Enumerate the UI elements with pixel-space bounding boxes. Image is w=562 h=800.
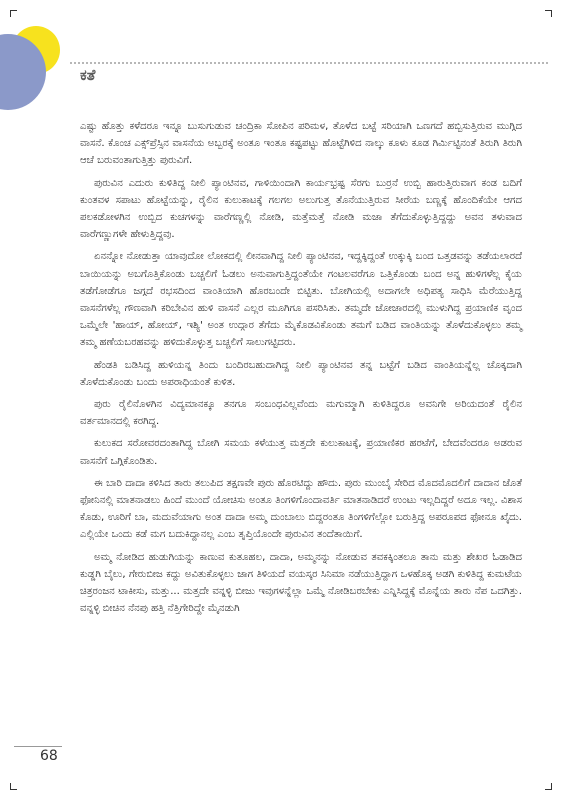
paragraph: ಈ ಬಾರಿ ದಾದಾ ಕಳಿಸಿದ ತಾರು ತಲುಪಿದ ತಕ್ಷಣವೇ ಪುರು ಹೊರಟಿದ್ದು ಹೌದು. ಪುರು ಮುಂಬೈ ಸೇರಿದ ಮೊದಮೊದಲಿಗೆ ದಾದಾನ ಜೊತೆ ಫೋನಿನಲ್ಲಿ ಮಾತನಾಡಲು ಹಿಂದೆ ಮುಂದೆ ಯೋಚಿಸು ಅಂತೂ ತಿಂಗಳಿಗೊಂದಾವರ್ತಿ ಮಾತನಾಡಿದರೆ ಉಂಟು ಇಲ್ಲದಿದ್ದರೆ ಅದೂ ಇಲ್ಲ. ವಿಶಾಸ ಕೊಡು, ಊರಿಗೆ ಬಾ, ಮದುವೆಯಾಗು ಅಂತ ದಾದಾ ಅಮ್ಮ ದುಂಬಾಲು ಬಿದ್ದರಂತೂ ತಿಂಗಳಿಗೆಲ್ಲೋ ಬರುತ್ತಿದ್ದ ಅಪರೂಪದ ಫೋನೂ ಖೈದು. ಎಲ್ಲಿಯೇ ಒಂದು ಕಡೆ ಮಗ ಬದುಕಿದ್ದಾನಲ್ಲ ಎಂಬ ತೃಪ್ತಿಯೊಂದೇ ಪುರುವಿನ ತಂದೆತಾಯಿಗೆ. <box>80 477 522 541</box>
crop-mark-bottom-left <box>10 783 17 790</box>
paragraph: ಎಷ್ಟು ಹೊತ್ತು ಕಳೆದರೂ ಇನ್ನೂ ಬುಸುಗುಡುವ ಚಂದ್ರಿಕಾ ಸೋಪಿನ ಪರಿಮಳ, ತೊಳೆದ ಬಟ್ಟೆ ಸರಿಯಾಗಿ ಒಣಗದೆ ಹಬ್ಬಿಸುತ್ತಿರುವ ಮುಗ್ಗಿದ ವಾಸನೆ. ಕೊಂಚ ಎಕ್ಸ್‌ಪ್ರೆಸ್ಸಿನ ವಾಸನೆಯ ಅಬ್ಬರಕ್ಕೆ ಅಂತೂ ಇಂತೂ ಕಷ್ಟಪಟ್ಟು ಹೊಟ್ಟೆಗಿಳಿದ ನಾಲ್ಕು ಕೂಳು ಕೂಡ ಗಿರ್ಮಿಟ್ಟಿನಂತೆ ತಿರುಗಿ ತಿರುಗಿ ಆಚೆ ಬರುವಂತಾಗುತ್ತಿತ್ತು ಪುರುವಿಗೆ. <box>80 121 522 167</box>
crop-mark-top-right <box>545 10 552 17</box>
header-dotted-rule <box>70 62 548 64</box>
paragraph: ಕುಲುಕದ ಸರೋವರದಂತಾಗಿದ್ದ ಬೋಗಿ ಸಮಯ ಕಳೆಯುತ್ತ ಮತ್ತದೇ ಕುಲುಕಾಟಕ್ಕೆ, ಪ್ರಯಾಣಿಕರ ಹರಟೆಗೆ, ಬೇದವೆಂದರೂ ಅಡರುವ ವಾಸನೆಗೆ ಒಗ್ಗಿಕೊಂಡಿತು. <box>80 438 522 467</box>
crop-mark-bottom-right <box>545 783 552 790</box>
paragraph: ಏನನ್ನೋ ನೋಡುತ್ತಾ ಯಾವುದೋ ಲೋಕದಲ್ಲಿ ಲೀನವಾಗಿದ್ದ ನೀಲಿ ಪ್ಯಾಂಟಿನವ, ಇದ್ದಕ್ಕಿದ್ದಂತೆ ಉಕ್ಕುಕ್ಕಿ ಬಂದ ಒತ್ತಡವನ್ನು ತಡೆಯಲಾರದೆ ಬಾಯಿಯನ್ನು ಅಬಗೊತ್ತಿಕೊಂಡು ಬಚ್ಚಲಿಗೆ ಓಡಲು ಅನುವಾಗುತ್ತಿದ್ದಂತೆಯೇ ಗಂಟಲವರೆಗೂ ಒತ್ತಿಕೊಂಡು ಬಂದ ಅನ್ನ ಹುಳಿಗಳೆಲ್ಲ ಕೈಯ ತಡೆಗೋಡೆಗೂ ಜಗ್ಗದೆ ರಭಸದಿಂದ ವಾಂತಿಯಾಗಿ ಹೊರಬಂದೇ ಬಿಟ್ಟಿತು. ಬೋಗಿಯಲ್ಲಿ ಅದಾಗಲೇ ಅಧಿಪತ್ಯ ಸಾಧಿಸಿ ಮೆರೆಯುತ್ತಿದ್ದ ವಾಸನೆಗಳೆಲ್ಲ ಗೌಣವಾಗಿ ಕರಿಬೇವಿನ ಹುಳಿ ವಾಸನೆ ಎಲ್ಲರ ಮೂಗಿಗೂ ಪಸರಿಸಿತು. ತಮ್ಮದೇ ಜೋಜಾರದಲ್ಲಿ ಮುಳುಗಿದ್ದ ಪ್ರಯಾಣಿಕ ವೃಂದ ಒಮ್ಮೆಲೇ 'ಹಾಯ್, ಹೋಯ್, ಇಶ್ಯಿ' ಅಂತ ಉದ್ಗಾರ ತೆಗೆದು ಮೈಕೊಡವಿಕೊಂಡು ತಮಗೆ ಬಡಿದ ವಾಂತಿಯನ್ನು ತೊಳೆದುಕೊಳ್ಳಲು ತಮ್ಮ ತಮ್ಮ ಹಣೆಯಬರಹವನ್ನು ಹಳಿದುಕೊಳ್ಳುತ್ತ ಬಚ್ಚಲಿಗೆ ಸಾಲುಗಟ್ಟಿದರು. <box>80 251 522 349</box>
section-title: ಕತೆ <box>80 66 96 84</box>
paragraph: ಅಮ್ಮ ನೋಡಿದ ಹುಡುಗಿಯನ್ನು ಕಾಣುವ ಕುತೂಹಲ, ದಾದಾ, ಅಮ್ಮನನ್ನು ನೋಡುವ ತವಕಕ್ಕಿಂತಲೂ ತಾನು ಮತ್ತು ಶೇಖರ ಓಡಾಡಿದ ಕುಡ್ಡಗಿ ಬೈಲು, ಗೇರುಬೀಜ ಕದ್ದು ಅವಿತುಕೊಳ್ಳಲು ಜಾಗ ತಿಳಿಯದೆ ವಯಸ್ಕರ ಸಿನಿಮಾ ನಡೆಯುತ್ತಿದ್ದಾಗ ಒಳಹೊಕ್ಕ ಅಡಗಿ ಕುಳಿತಿದ್ದ ಕುಮಟೆಯ ಚಿತ್ರರಂಜನ ಟಾಕೀಸು, ಮತ್ತು... ಮತ್ತದೇ ವನ್ನಳ್ಳಿ ಬೀಜು ಇವುಗಳನ್ನೆಲ್ಲಾ ಒಮ್ಮೆ ನೋಡಿಬರಬೇಕು ಎನ್ನಿಸಿದ್ದಕ್ಕೆ ಮೊನ್ನೆಯ ತಾರು ನೆಪ ಒದಗಿತ್ತು. ವನ್ನಳ್ಳಿ ಬೀಚಿನ ನೆನಪು ಹತ್ತಿ ನೆತ್ತಿಗೇರಿದ್ದೇ ಮೈನಡುಗಿ <box>80 551 522 615</box>
story-body <box>80 118 522 622</box>
crop-mark-top-left <box>10 10 17 17</box>
paragraph: ಹೆಂಡತಿ ಬಡಿಸಿದ್ದ ಹುಳಿಯನ್ನ ತಿಂದು ಬಂದಿರಬಹುದಾಗಿದ್ದ ನೀಲಿ ಪ್ಯಾಂಟಿನವ ತನ್ನ ಬಟ್ಟೆಗೆ ಬಡಿದ ವಾಂತಿಯನ್ನೆಲ್ಲ ಚೊಕ್ಕದಾಗಿ ತೊಳೆದುಕೊಂಡು ಬಂದು ಅಪರಾಧಿಯಂತೆ ಕುಳಿತ. <box>80 359 522 388</box>
paragraph: ಪುರುವಿನ ಎದುರು ಕುಳಿತಿದ್ದ ನೀಲಿ ಪ್ಯಾಂಟಿನವ, ಗಾಳಿಯಿಂದಾಗಿ ಕಾರ್ಯಭ್ರಷ್ಟ ಸೆರಗು ಬುರ್ರನೆ ಉಬ್ಬಿ ಹಾರುತ್ತಿರುವಾಗ ಕಂಡ ಬದಿಗೆ ಕುಂತವಳ ಸಪಾಟು ಹೊಟ್ಟೆಯನ್ನು, ರೈಲಿನ ಕುಲುಕಾಟಕ್ಕೆ ಗಲಗಲ ಅಲುಗುತ್ತ ತೊನೆಯುತ್ತಿರುವ ಸೀರೆಯ ಬಣ್ಣಕ್ಕೆ ಹೊಂದಿಕೆಯೇ ಆಗದ ಪಲಕಡೋಳಗಿನ ಉಬ್ಬಿದ ಕುಚಗಳನ್ನು ವಾರೆಗಣ್ಣಲ್ಲಿ ನೋಡಿ, ಮತ್ತೆಮತ್ತೆ ನೋಡಿ ಮಜಾ ತೆಗೆದುಕೊಳ್ಳುತ್ತಿದ್ದದ್ದು ಅವನ ತಳುವಾದ ವಾರೆಗಣ್ಣುಗಳೇ ಹೇಳುತ್ತಿದ್ದವು. <box>80 177 522 241</box>
footer-rule <box>14 746 62 747</box>
page-number: 68 <box>40 748 58 764</box>
paragraph: ಪುರು ರೈಲಿನೊಳಗಿನ ವಿದ್ಯಮಾನಕ್ಕೂ ತನಗೂ ಸಂಬಂಧವಿಲ್ಲವೆಂದು ಮಗುಮ್ಮಾಗಿ ಕುಳಿತಿದ್ದರೂ ಅವನಿಗೇ ಅರಿಯದಂತೆ ರೈಲಿನ ವರ್ತಮಾನದಲ್ಲಿ ಕರಗಿದ್ದ. <box>80 399 522 428</box>
